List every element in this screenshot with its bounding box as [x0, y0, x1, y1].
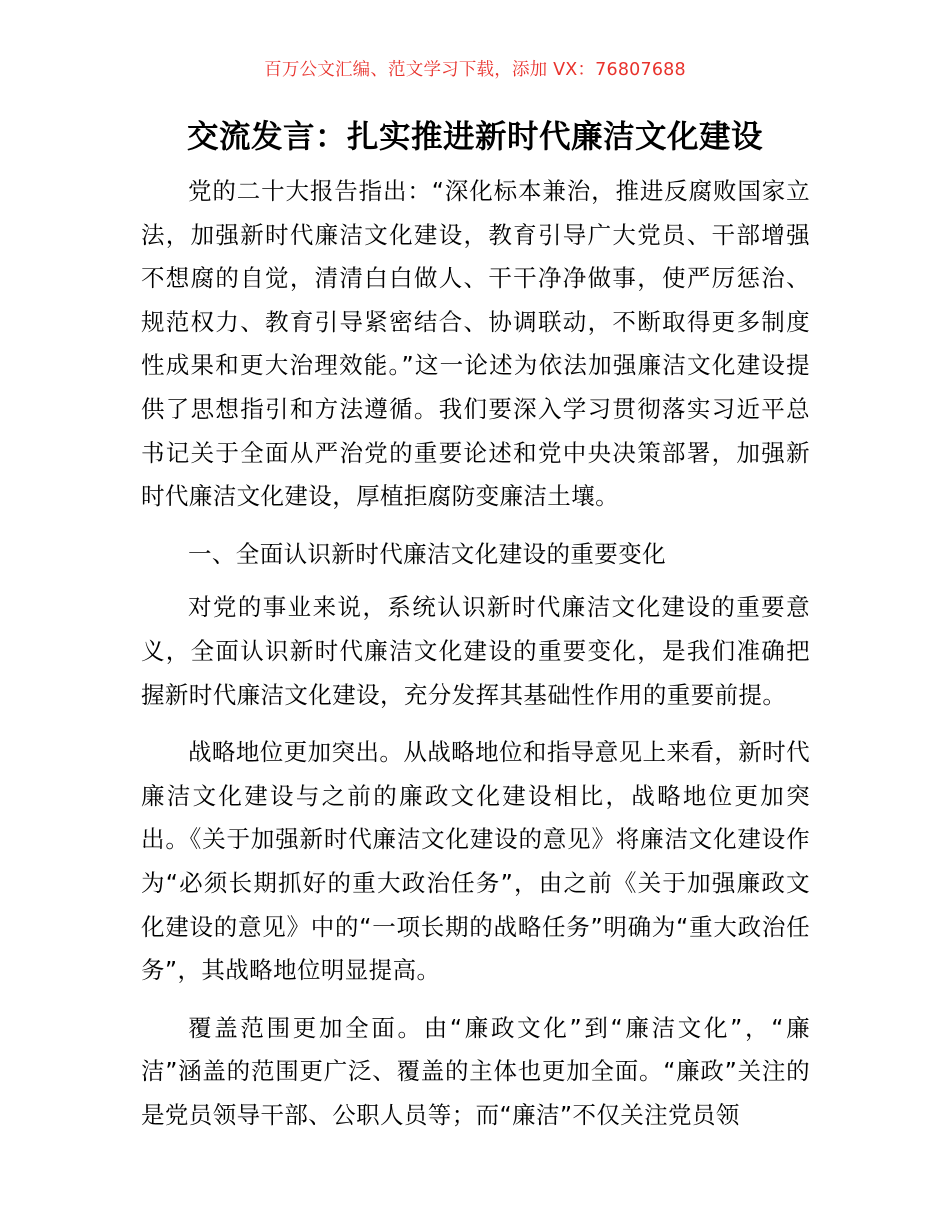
paragraph-strategic-position: 战略地位更加突出。从战略地位和指导意见上来看，新时代廉洁文化建设与之前的廉政文化建设相比，战略地位更加突出。《关于加强新时代廉洁文化建设的意见》将廉洁文化建设作为“必须长期抓好的重大政治任务”，由之前《关于加强廉政文化建设的意见》中的“一项长期的战略任务”明确为“重大政治任务”，其战略地位明显提高。 — [141, 738, 810, 985]
paragraph-significance: 对党的事业来说，系统认识新时代廉洁文化建设的重要意义，全面认识新时代廉洁文化建设的重要变化，是我们准确把握新时代廉洁文化建设，充分发挥其基础性作用的重要前提。 — [141, 593, 810, 709]
document-body — [141, 170, 810, 1151]
paragraph-coverage: 覆盖范围更加全面。由“廉政文化”到“廉洁文化”，“廉洁”涵盖的范围更广泛、覆盖的主体也更加全面。“廉政”关注的是党员领导干部、公职人员等；而“廉洁”不仅关注党员领 — [141, 1013, 810, 1129]
document-title: 交流发言：扎实推进新时代廉洁文化建设 — [186, 119, 763, 155]
paragraph-intro: 党的二十大报告指出：“深化标本兼治，推进反腐败国家立法，加强新时代廉洁文化建设，教育引导广大党员、干部增强不想腐的自觉，清清白白做人、干干净净做事，使严厉惩治、规范权力、教育引导紧密结合、协调联动，不断取得更多制度性成果和更大治理效能。”这一论述为依法加强廉洁文化建设提供了思想指引和方法遵循。我们要深入学习贯彻落实习近平总书记关于全面从严治党的重要论述和党中央决策部署，加强新时代廉洁文化建设，厚植拒腐防变廉洁土壤。 — [141, 177, 810, 511]
section-heading-1: 一、全面认识新时代廉洁文化建设的重要变化 — [188, 539, 666, 568]
header-ad-text: 百万公文汇编、范文学习下载，添加 VX：76807688 — [264, 60, 686, 80]
